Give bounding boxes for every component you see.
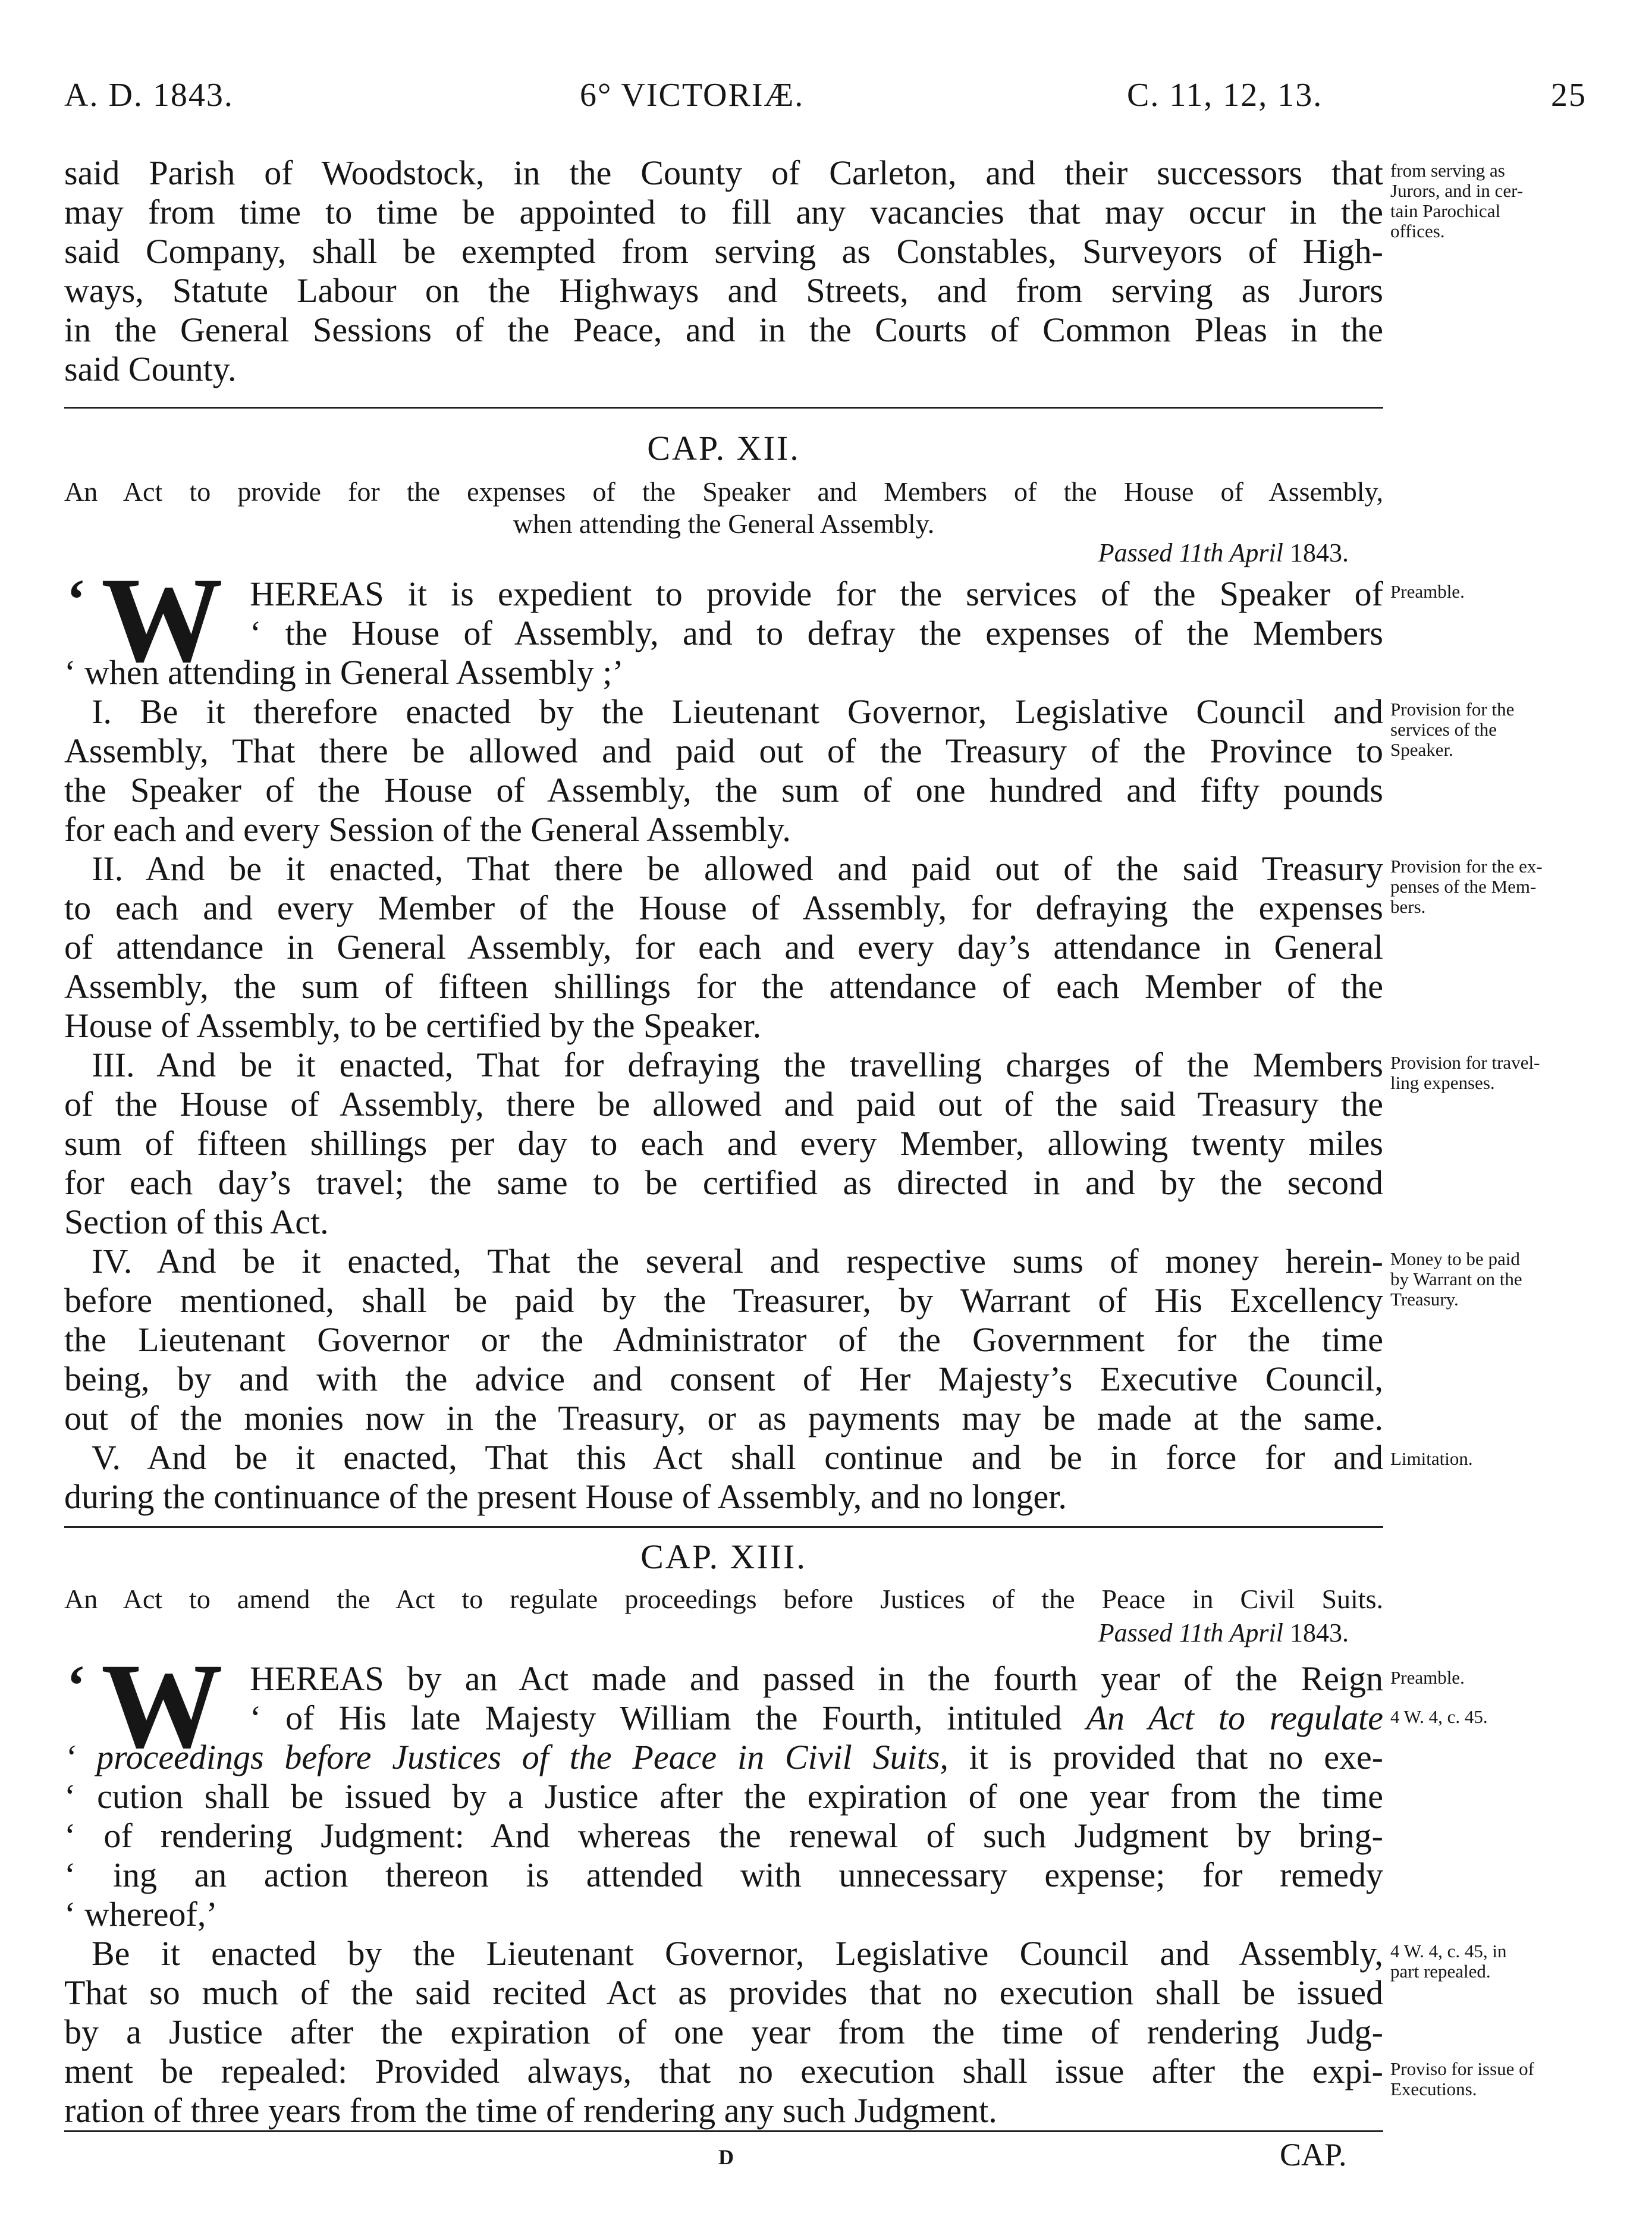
margin-note-repeal: 4 W. 4, c. 45, in part repealed. [1390, 1941, 1507, 1982]
text-line: III. And be it enacted, That for defraying the travelling charges of the Members [92, 1046, 1383, 1084]
text-line: being, by and with the advice and consent of Her Majesty’s Executive Council, [64, 1360, 1383, 1398]
text-line: in the General Sessions of the Peace, and in the Courts of Common Pleas in the [64, 310, 1383, 349]
opening-quote-mark: ‘ [67, 567, 86, 631]
cap-12-passed-date: Passed 11th April 1843. [1098, 538, 1349, 567]
margin-note-limitation: Limitation. [1390, 1448, 1473, 1469]
cap-12-section-1 [64, 692, 1383, 849]
cap-12-section-3 [64, 1046, 1383, 1242]
text-line: before mentioned, shall be paid by the Treasurer, by Warrant of His Excellency [64, 1281, 1383, 1320]
text-line: to each and every Member of the House of Assembly, for defraying the expenses [64, 889, 1383, 927]
cap-12-title: An Act to provide for the expenses of the Speaker and Members of the House of Assembly, when attending the General Assembly. [64, 476, 1383, 539]
text-line: I. Be it therefore enacted by the Lieutenant Governor, Legislative Council and [92, 692, 1383, 731]
text-line: ‘ of His late Majesty William the Fourth, intituled An Act to regulate [250, 1699, 1383, 1737]
text-line: ‘ cution shall be issued by a Justice after the expiration of one year from the time [64, 1777, 1383, 1816]
intro-paragraph [64, 153, 1383, 389]
cap-12-section-2 [64, 849, 1383, 1046]
cap-13-enactment [64, 1934, 1383, 2130]
margin-note-exemption: from serving as Jurors, and in cer- tain Parochical offices. [1390, 160, 1524, 241]
text-line: HEREAS by an Act made and passed in the fourth year of the Reign [250, 1659, 1383, 1698]
text-line: House of Assembly, to be certified by the Speaker. [64, 1006, 762, 1045]
text-line: ‘ of rendering Judgment: And whereas the renewal of such Judgment by bring- [64, 1816, 1383, 1855]
text-line: Assembly, the sum of fifteen shillings for the attendance of each Member of the [64, 967, 1383, 1006]
text-line: Be it enacted by the Lieutenant Governor, Legislative Council and Assembly, [92, 1934, 1383, 1973]
cap-13-title: An Act to amend the Act to regulate proceedings before Justices of the Peace in Civil Suits. [64, 1584, 1383, 1614]
text-line: the Lieutenant Governor or the Administrator of the Government for the time [64, 1320, 1383, 1359]
text-line: ‘ the House of Assembly, and to defray the expenses of the Members [250, 614, 1383, 652]
page-number: 25 [1551, 77, 1587, 114]
signature-mark: D [718, 2145, 734, 2169]
cap-13-preamble [64, 1653, 1383, 1934]
section-divider [64, 407, 1383, 409]
margin-note-preamble: Preamble. [1390, 1667, 1465, 1688]
margin-note-preamble: Preamble. [1390, 581, 1465, 602]
text-line: II. And be it enacted, That there be allowed and paid out of the said Treasury [92, 849, 1383, 888]
margin-note-warrant: Money to be paid by Warrant on the Treasury. [1390, 1248, 1522, 1310]
cap-12-heading: CAP. XII. [647, 429, 800, 467]
cap-13-passed-date: Passed 11th April 1843. [1098, 1618, 1349, 1647]
text-line: Assembly, That there be allowed and paid out of the Treasury of the Province to [64, 732, 1383, 770]
text-line: of the House of Assembly, there be allowed and paid out of the said Treasury the [64, 1085, 1383, 1123]
text-line: during the continuance of the present House of Assembly, and no longer. [64, 1477, 1067, 1516]
header-reign: 6° VICTORIÆ. [580, 77, 805, 114]
text-line: ‘ when attending in General Assembly ;’ [64, 653, 624, 692]
text-line: for each day’s travel; the same to be certified as directed in and by the second [64, 1163, 1383, 1202]
cap-13-heading: CAP. XIII. [640, 1537, 807, 1576]
cap-12-preamble [64, 575, 1383, 692]
text-line: sum of fifteen shillings per day to each and every Member, allowing twenty miles [64, 1124, 1383, 1163]
header-year: A. D. 1843. [64, 77, 234, 114]
text-line: HEREAS it is expedient to provide for the services of the Speaker of [250, 575, 1383, 613]
text-line: ways, Statute Labour on the Highways and Streets, and from serving as Jurors [64, 271, 1383, 310]
drop-cap: W [101, 1638, 223, 1773]
text-line: the Speaker of the House of Assembly, the sum of one hundred and fifty pounds [64, 771, 1383, 809]
text-line: for each and every Session of the General Assembly. [64, 810, 791, 849]
text-line: may from time to time be appointed to fill any vacancies that may occur in the [64, 193, 1383, 231]
cap-12-section-4 [64, 1242, 1383, 1438]
text-line: ment be repealed: Provided always, that no execution shall issue after the expi- [64, 2052, 1383, 2090]
text-line: ration of three years from the time of rendering any such Judgment. [64, 2091, 997, 2130]
text-line: That so much of the said recited Act as provides that no execution shall be issued [64, 1973, 1383, 2012]
text-line: said Parish of Woodstock, in the County of Carleton, and their successors that [64, 153, 1383, 192]
catchword: CAP. [1280, 2137, 1347, 2173]
section-divider [64, 1526, 1383, 1528]
header-chapters: C. 11, 12, 13. [1127, 77, 1323, 114]
text-line: said Company, shall be exempted from serving as Constables, Surveyors of High- [64, 232, 1383, 271]
margin-note-reference: 4 W. 4, c. 45. [1390, 1706, 1488, 1727]
text-line: said County. [64, 350, 237, 388]
margin-note-travel: Provision for travel- ling expenses. [1390, 1052, 1540, 1093]
drop-cap: W [101, 553, 223, 688]
text-line: V. And be it enacted, That this Act shall continue and be in force for and [92, 1438, 1383, 1477]
opening-quote-mark: ‘ [67, 1653, 86, 1717]
text-line: out of the monies now in the Treasury, or as payments may be made at the same. [64, 1399, 1383, 1437]
text-line: ‘ ing an action thereon is attended with unnecessary expense; for remedy [64, 1856, 1383, 1894]
cap-12-section-5 [64, 1438, 1383, 1517]
margin-note-proviso: Proviso for issue of Executions. [1390, 2058, 1534, 2099]
text-line: by a Justice after the expiration of one year from the time of rendering Judg- [64, 2013, 1383, 2051]
text-line: Section of this Act. [64, 1203, 329, 1241]
margin-note-members: Provision for the ex- penses of the Mem- bers. [1390, 856, 1543, 917]
footer-divider [64, 2130, 1383, 2132]
margin-note-speaker: Provision for the services of the Speaker. [1390, 699, 1515, 760]
text-line: ‘ whereof,’ [64, 1895, 218, 1933]
text-line: of attendance in General Assembly, for each and every day’s attendance in General [64, 928, 1383, 966]
text-line: ‘ proceedings before Justices of the Peace in Civil Suits, it is provided that no exe- [64, 1738, 1383, 1776]
text-line: IV. And be it enacted, That the several and respective sums of money herein- [92, 1242, 1383, 1280]
